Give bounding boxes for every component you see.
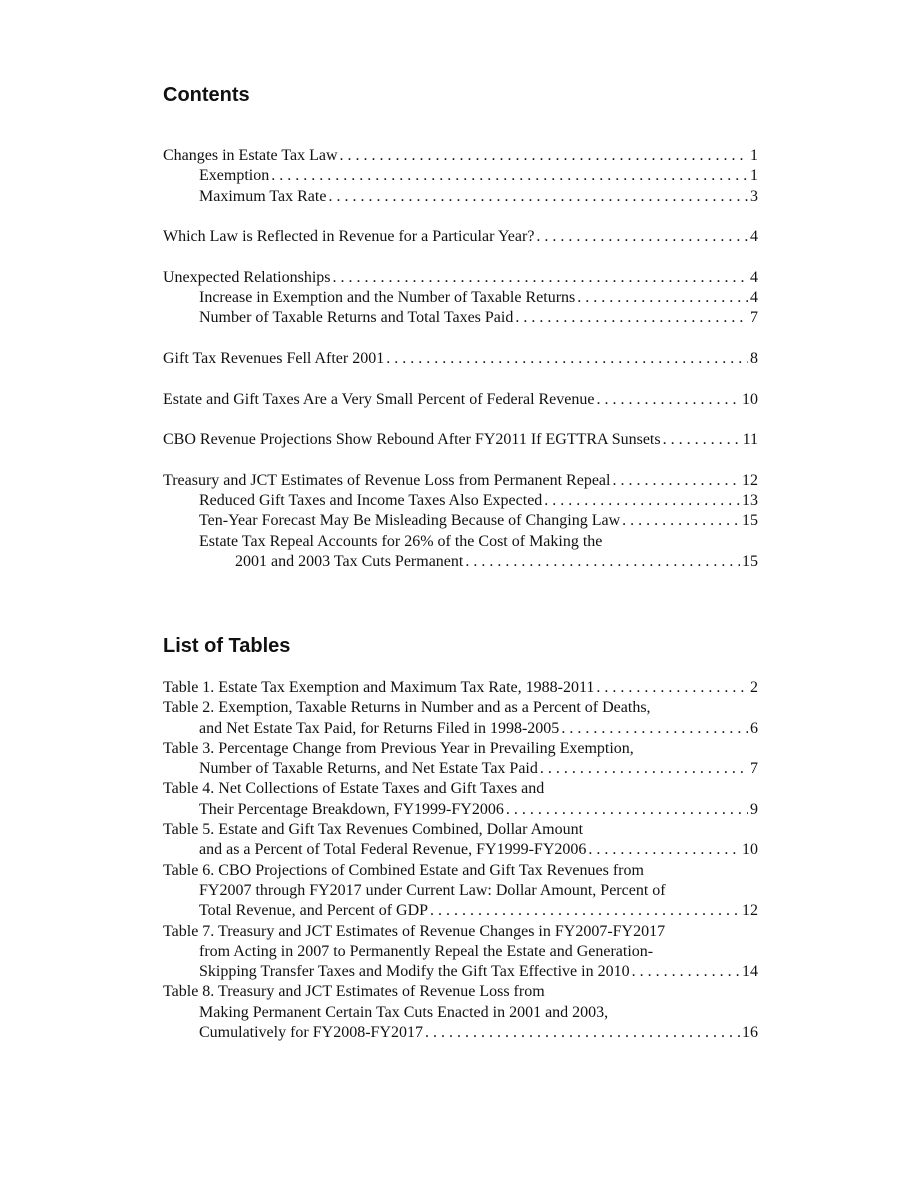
dot-leader — [515, 308, 748, 328]
toc-entry-title: and Net Estate Tax Paid, for Returns Filed in 1998-2005 — [199, 719, 560, 737]
toc-entry-line — [163, 820, 758, 840]
toc-entry-line — [163, 942, 758, 962]
toc-entry-title: Unexpected Relationships — [163, 268, 331, 286]
toc-entry-title: Table 8. Treasury and JCT Estimates of Revenue Loss from — [163, 983, 545, 1001]
toc-page-number: 12 — [742, 471, 758, 489]
toc-entry-title: Cumulatively for FY2008-FY2017 — [199, 1024, 423, 1042]
toc-entry-line — [163, 532, 758, 552]
dot-leader — [632, 962, 740, 982]
toc-entry-line — [163, 511, 758, 531]
dot-leader — [577, 288, 748, 308]
toc-page-number: 7 — [750, 760, 758, 778]
toc-entry-line — [163, 678, 758, 698]
toc-page-number: 9 — [750, 800, 758, 818]
toc-page-number: 2 — [750, 679, 758, 696]
toc-entry[interactable] — [163, 471, 758, 491]
dot-leader — [328, 187, 748, 207]
dot-leader — [271, 166, 748, 186]
toc-entry[interactable] — [163, 349, 758, 369]
toc-entry-title: Estate and Gift Taxes Are a Very Small Percent of Federal Revenue — [163, 390, 595, 408]
toc-spacer — [163, 369, 758, 389]
toc-entry-line — [163, 881, 758, 901]
toc-entry-title: Making Permanent Certain Tax Cuts Enacted in 2001 and 2003, — [199, 1003, 609, 1021]
toc-entry[interactable] — [163, 779, 758, 820]
toc-entry-line — [163, 146, 758, 166]
toc-entry-title: Table 5. Estate and Gift Tax Revenues Combined, Dollar Amount — [163, 821, 584, 839]
list-of-tables — [163, 678, 758, 1043]
toc-entry-title: Changes in Estate Tax Law — [163, 147, 338, 164]
toc-entry[interactable] — [163, 268, 758, 288]
toc-entry[interactable] — [163, 390, 758, 410]
toc-spacer — [163, 207, 758, 227]
toc-entry[interactable] — [163, 166, 758, 186]
toc-entry-line — [163, 288, 758, 308]
dot-leader — [544, 491, 740, 511]
toc-page-number: 4 — [750, 228, 758, 246]
toc-entry[interactable] — [163, 227, 758, 247]
toc-page-number: 10 — [742, 841, 758, 859]
dot-leader — [506, 800, 748, 820]
toc-entry-line — [163, 166, 758, 186]
toc-entry-title: Gift Tax Revenues Fell After 2001 — [163, 349, 385, 367]
toc-entry[interactable] — [163, 698, 758, 739]
toc-entry-line — [163, 800, 758, 820]
toc-entry-line — [163, 962, 758, 982]
contents-heading: Contents — [163, 84, 250, 106]
toc-entry-title: and as a Percent of Total Federal Revenue, FY1999-FY2006 — [199, 841, 587, 859]
toc-spacer — [163, 410, 758, 430]
toc-entry-line — [163, 227, 758, 247]
toc-page-number: 12 — [742, 902, 758, 920]
dot-leader — [430, 901, 740, 921]
toc-entry-line — [163, 491, 758, 511]
toc-page-number: 4 — [750, 268, 758, 286]
toc-page-number: 14 — [742, 963, 758, 981]
toc-entry-title: Exemption — [199, 167, 270, 185]
toc-entry-line — [163, 187, 758, 207]
toc-entry[interactable] — [163, 308, 758, 328]
toc-entry-line — [163, 739, 758, 759]
toc-entry-line — [163, 840, 758, 860]
dot-leader — [596, 390, 740, 410]
dot-leader — [561, 719, 748, 739]
toc-page-number: 16 — [742, 1024, 758, 1042]
dot-leader — [425, 1023, 740, 1043]
toc-entry-title: Ten-Year Forecast May Be Misleading Because of Changing Law — [199, 512, 621, 530]
toc-entry-title: Estate Tax Repeal Accounts for 26% of the Cost of Making the — [199, 532, 603, 550]
toc-entry-line — [163, 698, 758, 718]
dot-leader — [340, 146, 748, 166]
toc-entry-line — [163, 1003, 758, 1023]
toc-spacer — [163, 247, 758, 267]
toc-entry-line — [163, 1023, 758, 1043]
toc-entry-title: Treasury and JCT Estimates of Revenue Loss from Permanent Repeal — [163, 471, 611, 489]
toc-page-number: 10 — [742, 390, 758, 408]
toc-entry-title: Which Law is Reflected in Revenue for a Particular Year? — [163, 228, 535, 246]
toc-page-number: 7 — [750, 309, 758, 327]
toc-entry-title: Table 6. CBO Projections of Combined Estate and Gift Tax Revenues from — [163, 861, 644, 879]
toc-entry-line — [163, 268, 758, 288]
toc-entry-title: Number of Taxable Returns, and Net Estate Tax Paid — [199, 760, 538, 778]
toc-entry-title: Table 2. Exemption, Taxable Returns in Number and as a Percent of Deaths, — [163, 699, 651, 717]
toc-entry[interactable] — [163, 678, 758, 698]
toc-entry[interactable] — [163, 491, 758, 511]
toc-entry[interactable] — [163, 739, 758, 780]
dot-leader — [596, 678, 748, 698]
dot-leader — [588, 840, 740, 860]
toc-page-number: 1 — [750, 167, 758, 185]
toc-entry-title: Skipping Transfer Taxes and Modify the Gift Tax Effective in 2010 — [199, 963, 630, 981]
toc-entry-line — [163, 471, 758, 491]
dot-leader — [540, 759, 748, 779]
toc-entry-line — [163, 759, 758, 779]
toc-entry[interactable] — [163, 982, 758, 1043]
toc-spacer — [163, 450, 758, 470]
toc-entry-line — [163, 308, 758, 328]
toc-entry-line — [163, 779, 758, 799]
toc-entry[interactable] — [163, 146, 758, 166]
dot-leader — [386, 349, 748, 369]
toc-entry-title: CBO Revenue Projections Show Rebound After FY2011 If EGTTRA Sunsets — [163, 431, 661, 449]
toc-entry-title: Total Revenue, and Percent of GDP — [199, 902, 429, 920]
toc-entry-title: Their Percentage Breakdown, FY1999-FY2006 — [199, 800, 504, 818]
toc-entry-line — [163, 861, 758, 881]
toc-page-number: 3 — [750, 187, 758, 205]
dot-leader — [663, 430, 741, 450]
toc-entry-title: Reduced Gift Taxes and Income Taxes Also Expected — [199, 492, 543, 510]
toc-page-number: 11 — [742, 431, 758, 449]
toc-page-number: 4 — [750, 289, 758, 307]
toc-entry-line — [163, 922, 758, 942]
toc-page-number: 13 — [742, 492, 758, 510]
dot-leader — [536, 227, 748, 247]
toc-entry-title: Maximum Tax Rate — [199, 187, 327, 205]
dot-leader — [622, 511, 740, 531]
toc-entry-line — [163, 349, 758, 369]
toc-entry-line — [163, 982, 758, 1002]
toc-entry-title: FY2007 through FY2017 under Current Law: Dollar Amount, Percent of — [199, 881, 666, 899]
toc-page-number: 8 — [750, 349, 758, 367]
list-of-tables-heading: List of Tables — [163, 635, 291, 657]
toc-entry-title: Table 4. Net Collections of Estate Taxes and Gift Taxes and — [163, 780, 545, 798]
toc-entry[interactable] — [163, 532, 758, 573]
toc-entry-title: Table 1. Estate Tax Exemption and Maximum Tax Rate, 1988-2011 — [163, 679, 595, 696]
toc-entry[interactable] — [163, 511, 758, 531]
toc-entry[interactable] — [163, 922, 758, 983]
toc-entry-line — [163, 719, 758, 739]
toc-entry-line — [163, 552, 758, 572]
contents-list — [163, 146, 758, 572]
toc-page-number: 15 — [742, 512, 758, 530]
toc-entry[interactable] — [163, 430, 758, 450]
toc-entry[interactable] — [163, 861, 758, 922]
dot-leader — [333, 268, 748, 288]
toc-entry-title: Table 7. Treasury and JCT Estimates of Revenue Changes in FY2007-FY2017 — [163, 922, 666, 940]
toc-entry[interactable] — [163, 288, 758, 308]
toc-entry-title: Table 3. Percentage Change from Previous Year in Prevailing Exemption, — [163, 739, 634, 757]
toc-entry-title: 2001 and 2003 Tax Cuts Permanent — [235, 552, 464, 570]
toc-page-number: 6 — [750, 719, 758, 737]
toc-entry[interactable] — [163, 820, 758, 861]
toc-page-number: 1 — [750, 147, 758, 164]
dot-leader — [612, 471, 740, 491]
toc-entry-line — [163, 901, 758, 921]
toc-spacer — [163, 329, 758, 349]
toc-page-number: 15 — [742, 552, 758, 570]
dot-leader — [465, 552, 740, 572]
toc-entry-title: from Acting in 2007 to Permanently Repeal the Estate and Generation- — [199, 942, 654, 960]
toc-entry-line — [163, 430, 758, 450]
toc-entry-title: Number of Taxable Returns and Total Taxes Paid — [199, 309, 514, 327]
toc-entry[interactable] — [163, 187, 758, 207]
toc-entry-title: Increase in Exemption and the Number of Taxable Returns — [199, 289, 576, 307]
toc-entry-line — [163, 390, 758, 410]
